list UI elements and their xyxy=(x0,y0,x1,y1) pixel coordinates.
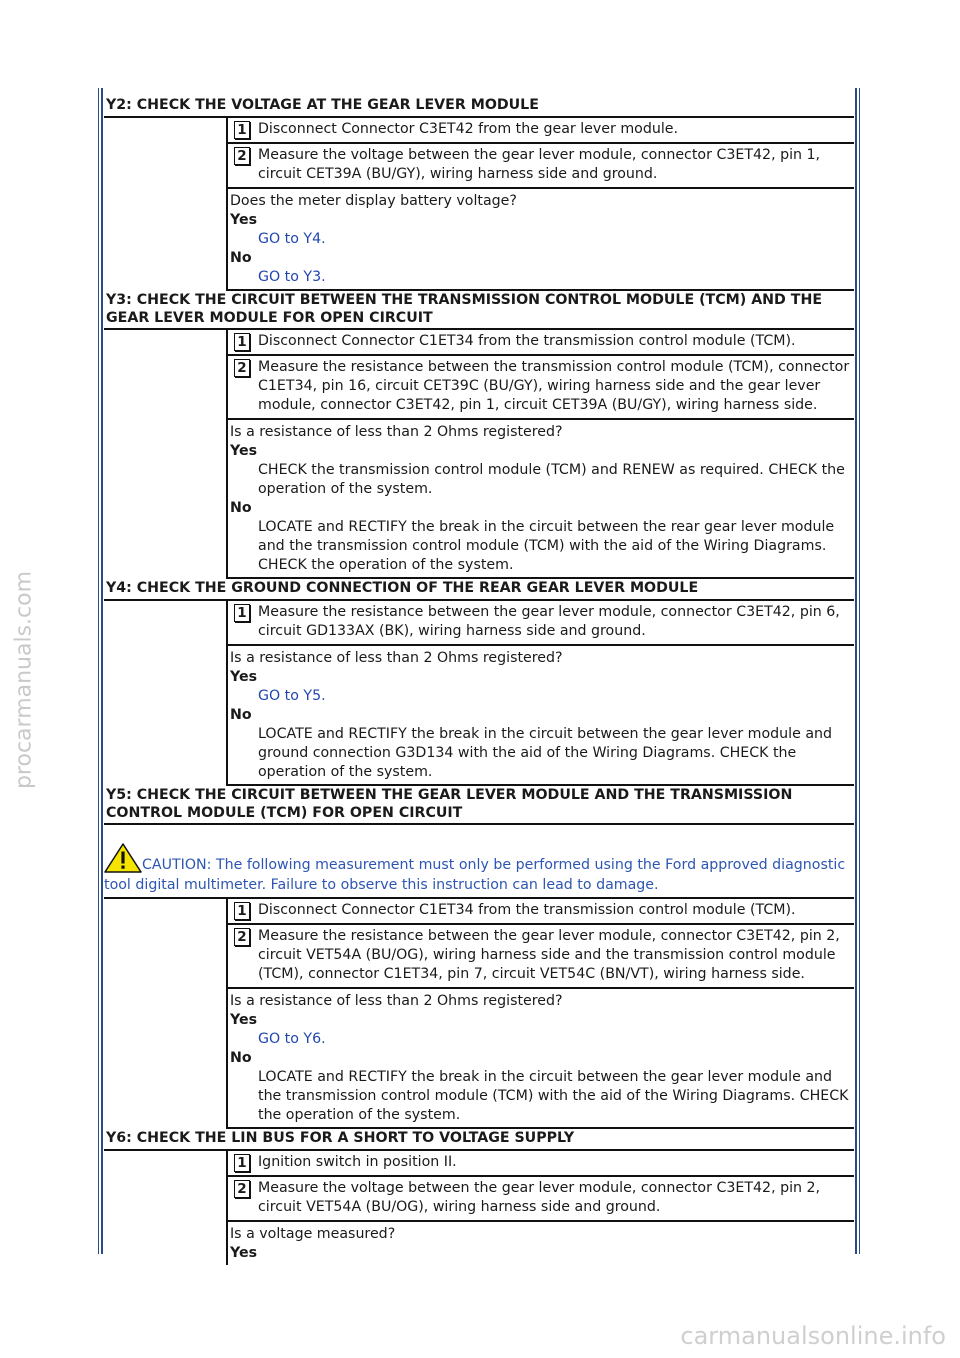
no-label: No xyxy=(230,1050,252,1066)
question-block xyxy=(228,989,854,1127)
step-y3 xyxy=(104,291,854,579)
substep xyxy=(228,1151,854,1177)
substep-text: Measure the voltage between the gear lever module, connector C3ET42, pin 2, circuit VET54A (BU/OG), wiring harness side and ground. xyxy=(258,1180,821,1215)
question-text: Does the meter display battery voltage? xyxy=(230,193,517,209)
step-number-badge: 2 xyxy=(234,1180,250,1198)
no-label: No xyxy=(230,500,252,516)
substep-text: Measure the resistance between the gear lever module, connector C3ET42, pin 2, circuit VET54A (BU/OG), wiring harness side and the transmission control module (TCM), connector C1ET34, pin 7, circuit VET54C (BN/VT), wiring harness side. xyxy=(258,928,840,982)
step-number-badge: 2 xyxy=(234,359,250,377)
step-number-badge: 1 xyxy=(234,902,250,920)
substep-text: Disconnect Connector C1ET34 from the transmission control module (TCM). xyxy=(258,333,796,349)
step-body xyxy=(104,1151,854,1265)
substep-text: Measure the resistance between the gear lever module, connector C3ET42, pin 6, circuit GD133AX (BK), wiring harness side and ground. xyxy=(258,604,840,639)
step-number-badge: 1 xyxy=(234,1154,250,1172)
no-action: LOCATE and RECTIFY the break in the circuit between the gear lever module and ground connection G3D134 with the aid of the Wiring Diagrams. CHECK the operation of the system. xyxy=(258,726,833,780)
question-text: Is a resistance of less than 2 Ohms registered? xyxy=(230,424,563,440)
side-watermark-text: procarmanuals.com xyxy=(11,570,37,790)
substep xyxy=(228,925,854,989)
substep xyxy=(228,1177,854,1222)
step-heading: Y5: CHECK THE CIRCUIT BETWEEN THE GEAR LEVER MODULE AND THE TRANSMISSION CONTROL MODULE (TCM) FOR OPEN CIRCUIT xyxy=(104,786,854,825)
step-body xyxy=(104,118,854,291)
footer-watermark: carmanualsonline.info xyxy=(680,1322,946,1350)
step-y5 xyxy=(104,786,854,1129)
question-block xyxy=(228,1222,854,1265)
question-text: Is a voltage measured? xyxy=(230,1226,396,1242)
step-body xyxy=(104,330,854,579)
step-y4 xyxy=(104,579,854,786)
no-action: LOCATE and RECTIFY the break in the circuit between the rear gear lever module and the transmission control module (TCM) with the aid of the Wiring Diagrams. CHECK the operation of the system. xyxy=(258,519,835,573)
question-block xyxy=(228,646,854,784)
yes-label: Yes xyxy=(230,1245,258,1261)
caution-note xyxy=(104,825,854,899)
question-block xyxy=(228,189,854,289)
goto-y4-link[interactable]: GO to Y4. xyxy=(258,231,326,247)
question-text: Is a resistance of less than 2 Ohms registered? xyxy=(230,993,563,1009)
goto-y5-link[interactable]: GO to Y5. xyxy=(258,688,326,704)
substep xyxy=(228,330,854,356)
step-number-badge: 2 xyxy=(234,928,250,946)
caution-text: CAUTION: The following measurement must only be performed using the Ford approved diagnostic tool digital multimeter. Failure to observe this instruction can lead to damage. xyxy=(104,857,846,893)
side-watermark xyxy=(4,560,44,800)
diagnostic-document xyxy=(104,96,854,1265)
yes-label: Yes xyxy=(230,443,258,459)
yes-label: Yes xyxy=(230,1012,258,1028)
step-number-badge: 1 xyxy=(234,121,250,139)
substep-text: Disconnect Connector C3ET42 from the gear lever module. xyxy=(258,121,679,137)
step-number-badge: 1 xyxy=(234,604,250,622)
step-body xyxy=(104,899,854,1129)
step-heading: Y4: CHECK THE GROUND CONNECTION OF THE REAR GEAR LEVER MODULE xyxy=(104,579,854,601)
step-heading: Y6: CHECK THE LIN BUS FOR A SHORT TO VOLTAGE SUPPLY xyxy=(104,1129,854,1151)
step-y2 xyxy=(104,96,854,291)
substep xyxy=(228,601,854,646)
right-border-line xyxy=(859,88,860,1254)
step-heading: Y3: CHECK THE CIRCUIT BETWEEN THE TRANSMISSION CONTROL MODULE (TCM) AND THE GEAR LEVER MODULE FOR OPEN CIRCUIT xyxy=(104,291,854,330)
no-action: LOCATE and RECTIFY the break in the circuit between the gear lever module and the transmission control module (TCM) with the aid of the Wiring Diagrams. CHECK the operation of the system. xyxy=(258,1069,849,1123)
goto-y6-link[interactable]: GO to Y6. xyxy=(258,1031,326,1047)
right-border-line xyxy=(855,88,857,1254)
question-text: Is a resistance of less than 2 Ohms registered? xyxy=(230,650,563,666)
no-label: No xyxy=(230,707,252,723)
substep-text: Ignition switch in position II. xyxy=(258,1154,457,1170)
no-label: No xyxy=(230,250,252,266)
substep xyxy=(228,899,854,925)
step-number-badge: 2 xyxy=(234,147,250,165)
substep-text: Measure the voltage between the gear lever module, connector C3ET42, pin 1, circuit CET39A (BU/GY), wiring harness side and ground. xyxy=(258,147,821,182)
warning-icon xyxy=(104,843,142,873)
yes-action: CHECK the transmission control module (TCM) and RENEW as required. CHECK the operation of the system. xyxy=(258,462,845,497)
substep xyxy=(228,144,854,189)
substep xyxy=(228,118,854,144)
yes-label: Yes xyxy=(230,212,258,228)
step-y6 xyxy=(104,1129,854,1265)
step-number-badge: 1 xyxy=(234,333,250,351)
left-border-line xyxy=(98,88,99,1254)
substep-text: Measure the resistance between the transmission control module (TCM), connector C1ET34, pin 16, circuit CET39C (BU/GY), wiring harness side and the gear lever module, connector C3ET42, pin 1, circuit CET39A (BU/GY), wiring harness side. xyxy=(258,359,850,413)
step-body xyxy=(104,601,854,786)
left-border-line xyxy=(101,88,103,1254)
yes-label: Yes xyxy=(230,669,258,685)
substep xyxy=(228,356,854,420)
substep-text: Disconnect Connector C1ET34 from the transmission control module (TCM). xyxy=(258,902,796,918)
question-block xyxy=(228,420,854,577)
goto-y3-link[interactable]: GO to Y3. xyxy=(258,269,326,285)
step-heading: Y2: CHECK THE VOLTAGE AT THE GEAR LEVER MODULE xyxy=(104,96,854,118)
